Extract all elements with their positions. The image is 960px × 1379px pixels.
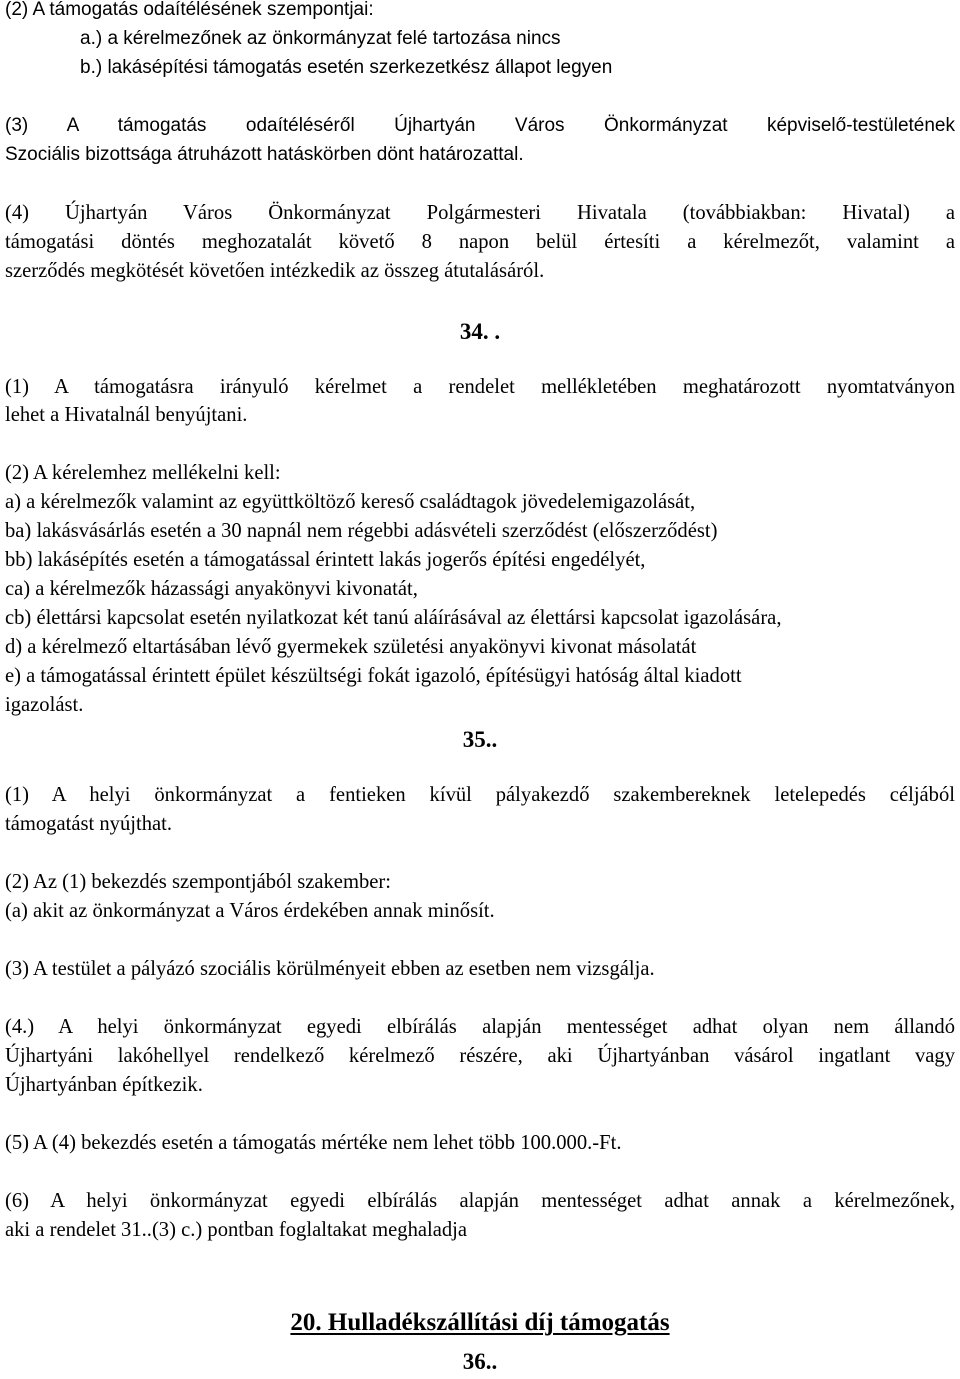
- section-35-p6-line-1: (6) A helyi önkormányzat egyedi elbírálás alapján mentességet adhat annak a kérelmezőnek,: [5, 1190, 955, 1212]
- section-35-p1-line-1: (1) A helyi önkormányzat a fentieken kívül pályakezdő szakembereknek letelepedés céljából: [5, 784, 955, 806]
- section-36-heading: 36..: [462, 1349, 498, 1374]
- section-34-p2-heading: (2) A kérelemhez mellékelni kell:: [5, 462, 281, 484]
- paragraph-4-line-1: (4) Újhartyán Város Önkormányzat Polgármesteri Hivatala (továbbiakban: Hivatal) a: [5, 202, 955, 224]
- attachment-item-ba: ba) lakásvásárlás esetén a 30 napnál nem régebbi adásvételi szerződést (előszerződést): [5, 520, 718, 542]
- attachment-item-ca: ca) a kérelmezők házassági anyakönyvi kivonatát,: [5, 578, 418, 600]
- paragraph-2-heading: (2) A támogatás odaítélésének szempontjai:: [5, 0, 374, 20]
- attachment-item-cb: cb) élettársi kapcsolat esetén nyilatkozat két tanú aláírásával az élettársi kapcsolat igazolására,: [5, 607, 782, 629]
- attachment-item-d: d) a kérelmező eltartásában lévő gyermekek születési anyakönyvi kivonat másolatát: [5, 636, 697, 658]
- section-35-p4-line-3: Újhartyánban építkezik.: [5, 1074, 203, 1096]
- section-35-p1-line-2: támogatást nyújthat.: [5, 813, 173, 835]
- paragraph-4-line-2: támogatási döntés meghozatalát követő 8 napon belül értesíti a kérelmezőt, valamint a: [5, 231, 955, 253]
- paragraph-3-line-1: (3) A támogatás odaítéléséről Újhartyán Város Önkormányzat képviselő-testületének: [5, 115, 955, 136]
- attachment-item-e-line-2: igazolást.: [5, 694, 84, 716]
- paragraph-4-line-3: szerződés megkötését követően intézkedik az összeg átutalásáról.: [5, 260, 545, 282]
- section-35-p4-line-1: (4.) A helyi önkormányzat egyedi elbírálás alapján mentességet adhat olyan nem állandó: [5, 1016, 955, 1038]
- section-35-p6-line-2: aki a rendelet 31..(3) c.) pontban foglaltakat meghaladja: [5, 1219, 468, 1241]
- attachment-item-e-line-1: e) a támogatással érintett épület készültségi fokát igazoló, építésügyi hatóság által kiadott: [5, 665, 742, 687]
- section-34-p1-line-1: (1) A támogatásra irányuló kérelmet a rendelet mellékletében meghatározott nyomtatványon: [5, 376, 955, 398]
- section-35-p2-item-a: (a) akit az önkormányzat a Város érdekében annak minősít.: [5, 900, 495, 922]
- attachment-item-bb: bb) lakásépítés esetén a támogatással érintett lakás jogerős építési engedélyét,: [5, 549, 646, 571]
- section-34-heading: 34. .: [459, 319, 501, 344]
- section-35-p5: (5) A (4) bekezdés esetén a támogatás mértéke nem lehet több 100.000.-Ft.: [5, 1132, 622, 1154]
- section-35-p2-heading: (2) Az (1) bekezdés szempontjából szakember:: [5, 871, 391, 893]
- section-35-p4-line-2: Újhartyáni lakóhellyel rendelkező kérelmező részére, aki Újhartyánban vásárol ingatlant vagy: [5, 1045, 955, 1067]
- section-35-heading: 35..: [462, 727, 498, 752]
- list-item-a: a.) a kérelmezőnek az önkormányzat felé tartozása nincs: [80, 28, 561, 49]
- paragraph-3-line-2: Szociális bizottsága átruházott hatáskörben dönt határozattal.: [5, 144, 524, 165]
- section-34-p1-line-2: lehet a Hivatalnál benyújtani.: [5, 404, 248, 426]
- attachment-item-a: a) a kérelmezők valamint az együttköltöző kereső családtagok jövedelemigazolását,: [5, 491, 696, 513]
- list-item-b: b.) lakásépítési támogatás esetén szerkezetkész állapot legyen: [80, 57, 613, 78]
- chapter-20-title: 20. Hulladékszállítási díj támogatás: [290, 1309, 670, 1336]
- section-35-p3: (3) A testület a pályázó szociális körülményeit ebben az esetben nem vizsgálja.: [5, 958, 655, 980]
